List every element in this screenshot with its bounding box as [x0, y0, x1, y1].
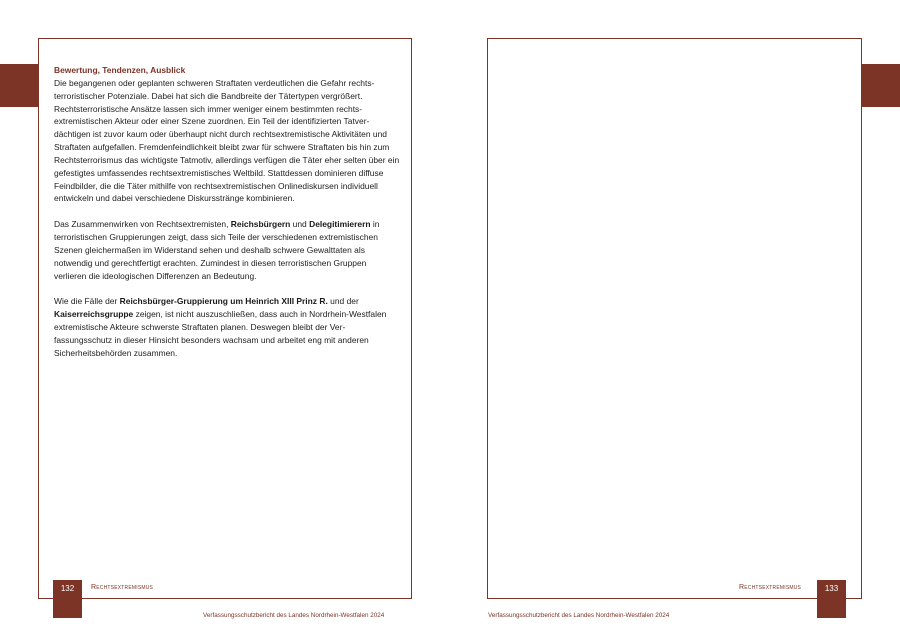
term-reichsbuerger-gruppierung: Reichsbürger-Gruppierung um Heinrich XIII Prinz R. [119, 296, 328, 307]
text-run: zeigen, ist nicht auszuschließen, dass auch in Nordrhein-Westfalen extremistische Akteure schwerste Straftaten planen. Deswegen bleibt der Verfassungsschutz in dieser Hinsicht besonders wachsam und arbeitet eng mit anderen Sicherheitsbehörden zusammen. [54, 309, 387, 358]
text-run: Wie die Fälle der [54, 296, 120, 307]
paragraph-assessment: Die begangenen oder geplanten schweren Straftaten verdeutlichen die Gefahr rechtsterroristischer Potenziale. Dabei hat sich die Bandbreite der Tätertypen vergrößert. Rechtsterroristische Ansätze lassen sich immer weniger einem bestimmten rechtsextremistischen Akteur oder einer Szene zuordnen. Ein Teil der identifizierten Tatverdächtigen ist zuvor kaum oder überhaupt nicht durch rechtsextremistische Aktivitäten und Straftaten aufgefallen. Fremdenfeindlichkeit bleibt zwar für schwere Straftaten bis hin zum Rechtsterrorismus das wichtigste Tatmotiv, allerdings verfügen die Täter eher selten über ein gefestigtes umfassendes rechtsextremistisches Weltbild. Stattdessen dominieren diffuse Feindbilder, die die Täter mithilfe von rechtsextremistischen Onlinediskursen individuell entwickeln und dabei verschiedene Diskursstränge kombinieren. [54, 77, 400, 204]
text-run: und [290, 219, 310, 230]
page-number-right: 133 [824, 584, 839, 593]
text-run: Das Zusammenwirken von Rechtsextremisten, [54, 219, 231, 230]
text-run: in terroristischen Gruppierungen zeigt, dass sich Teile der verschiedenen extremistischen Szenen gleichermaßen im Widerstand sehen und deshalb schwere Gewalttaten als notwendig und gerechtfertigt erachten. Zumindest in diesen terroristischen Gruppen verlieren die ideologischen Differenzen an Bedeutung. [54, 219, 380, 281]
footer-left: Verfassungsschutzbericht des Landes Nordrhein-Westfalen 2024 [203, 612, 385, 619]
paragraph-cases [54, 295, 400, 359]
right-edge-tab [862, 64, 900, 107]
paragraph-cooperation [54, 218, 400, 282]
right-page-frame [487, 38, 862, 599]
term-kaiserreichsgruppe: Kaiserreichsgruppe [54, 309, 134, 320]
left-page-body [54, 64, 400, 372]
running-head-left: Rechtsextremismus [91, 584, 154, 591]
page-number-left: 132 [60, 584, 75, 593]
term-delegitimierer: Delegitimierern [309, 219, 371, 230]
left-edge-tab [0, 64, 38, 107]
running-head-right: Rechtsextremismus [739, 584, 802, 591]
text-run: und der [327, 296, 359, 307]
section-heading: Bewertung, Tendenzen, Ausblick [54, 65, 186, 75]
footer-right: Verfassungsschutzbericht des Landes Nordrhein-Westfalen 2024 [488, 612, 670, 619]
term-reichsbuerger: Reichsbürgern [230, 219, 291, 230]
